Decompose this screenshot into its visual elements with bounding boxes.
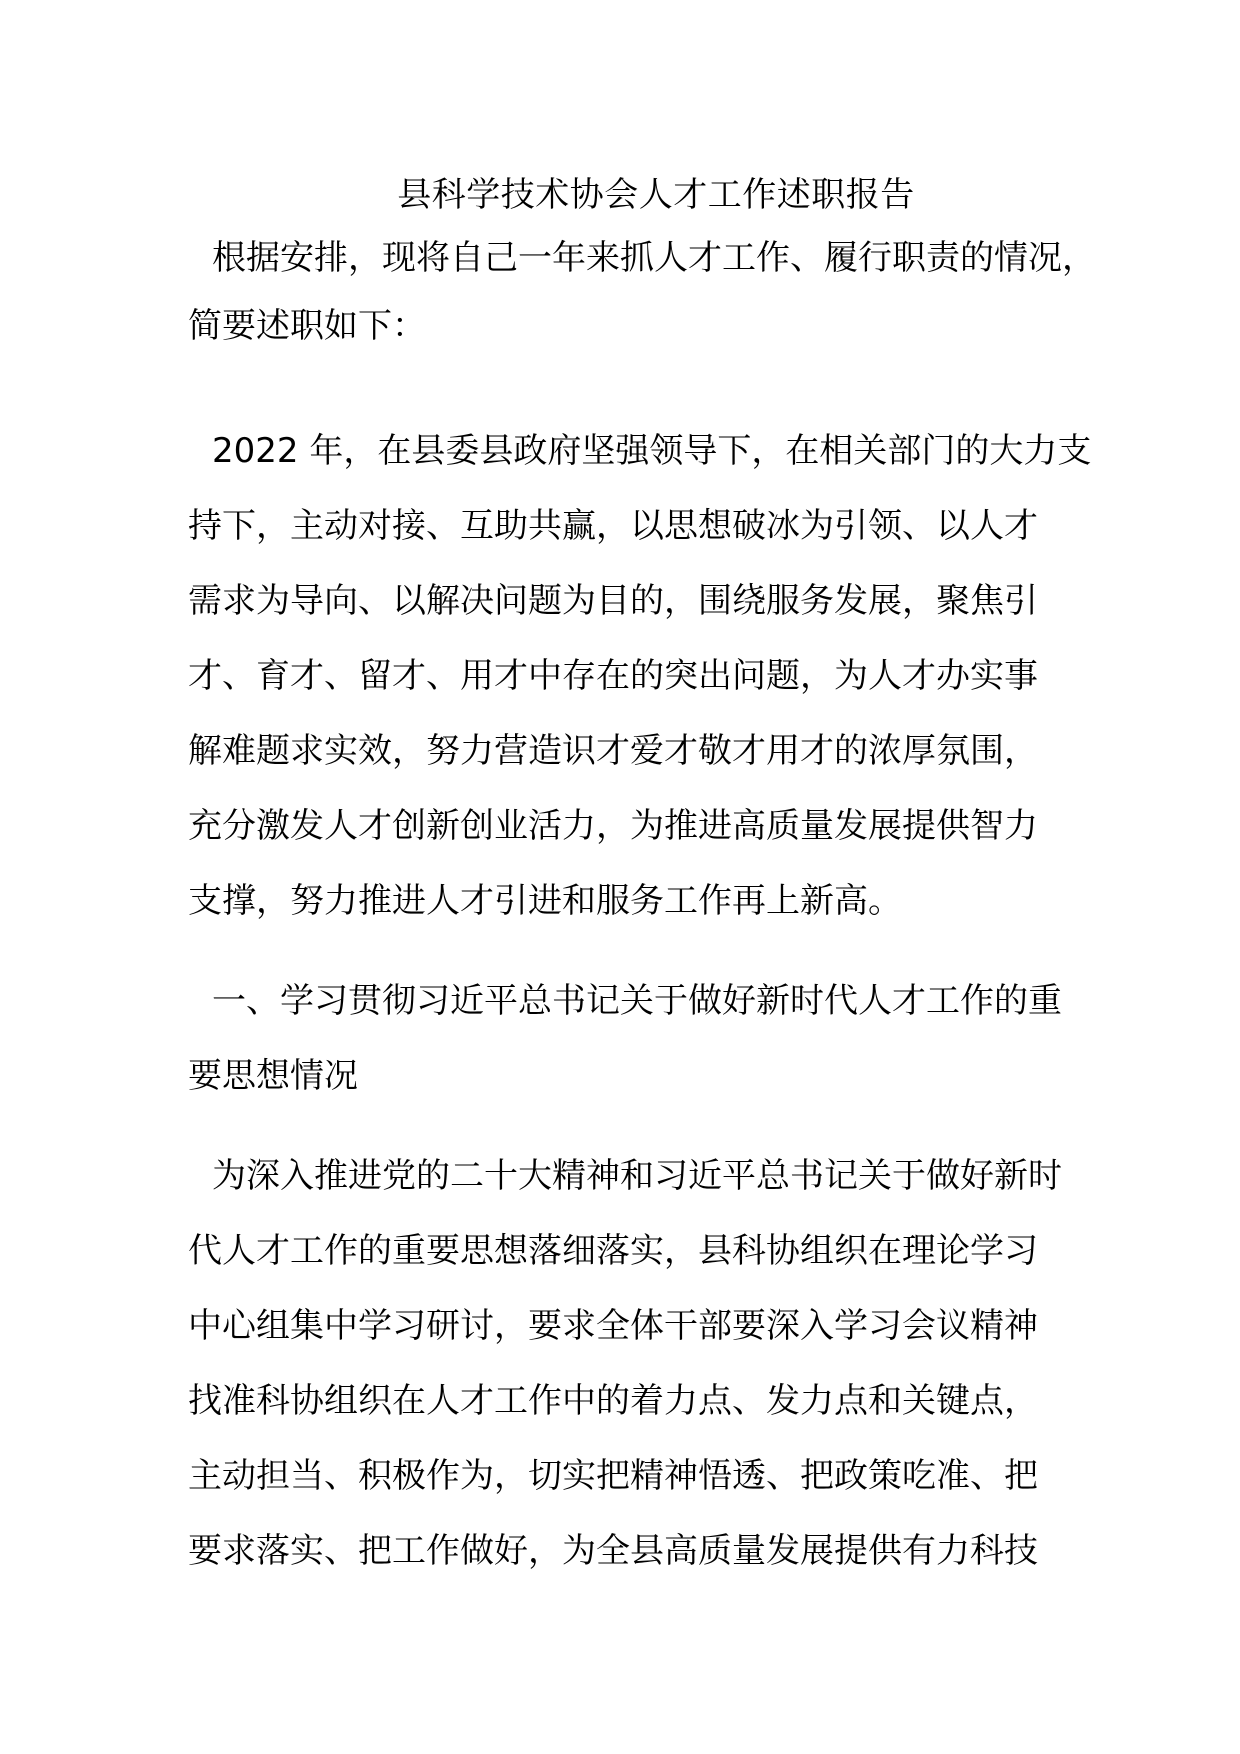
- paragraph-4-line-2: 代人才工作的重要思想落细落实，县科协组织在理论学习: [188, 1231, 1038, 1271]
- paragraph-4-line-4: 找准科协组织在人才工作中的着力点、发力点和关键点，: [188, 1381, 1038, 1421]
- paragraph-1-line-1: 根据安排，现将自己一年来抓人才工作、履行职责的情况，: [212, 238, 1096, 278]
- section-heading-line-1: 一、学习贯彻习近平总书记关于做好新时代人才工作的重: [212, 981, 1062, 1021]
- section-heading-line-2: 要思想情况: [188, 1056, 358, 1096]
- paragraph-2-line-2: 持下，主动对接、互助共赢，以思想破冰为引领、以人才: [188, 506, 1038, 546]
- paragraph-4-line-5: 主动担当、积极作为，切实把精神悟透、把政策吃准、把: [188, 1456, 1038, 1496]
- paragraph-4-line-6: 要求落实、把工作做好，为全县高质量发展提供有力科技: [188, 1531, 1038, 1571]
- paragraph-2-line-1: 2022 年，在县委县政府坚强领导下，在相关部门的大力支: [212, 431, 1092, 471]
- paragraph-1-line-2: 简要述职如下：: [188, 306, 426, 346]
- paragraph-2-line-4: 才、育才、留才、用才中存在的突出问题，为人才办实事: [188, 656, 1038, 696]
- paragraph-4-line-1: 为深入推进党的二十大精神和习近平总书记关于做好新时: [212, 1156, 1062, 1196]
- paragraph-2-line-5: 解难题求实效，努力营造识才爱才敬才用才的浓厚氛围，: [188, 731, 1038, 771]
- document-title: 县科学技术协会人才工作述职报告: [397, 175, 915, 215]
- paragraph-2-line-3: 需求为导向、以解决问题为目的，围绕服务发展，聚焦引: [188, 581, 1038, 621]
- paragraph-4-line-3: 中心组集中学习研讨，要求全体干部要深入学习会议精神: [188, 1306, 1038, 1346]
- paragraph-2-line-7: 支撑，努力推进人才引进和服务工作再上新高。: [188, 881, 902, 921]
- paragraph-2-line-6: 充分激发人才创新创业活力，为推进高质量发展提供智力: [188, 806, 1038, 846]
